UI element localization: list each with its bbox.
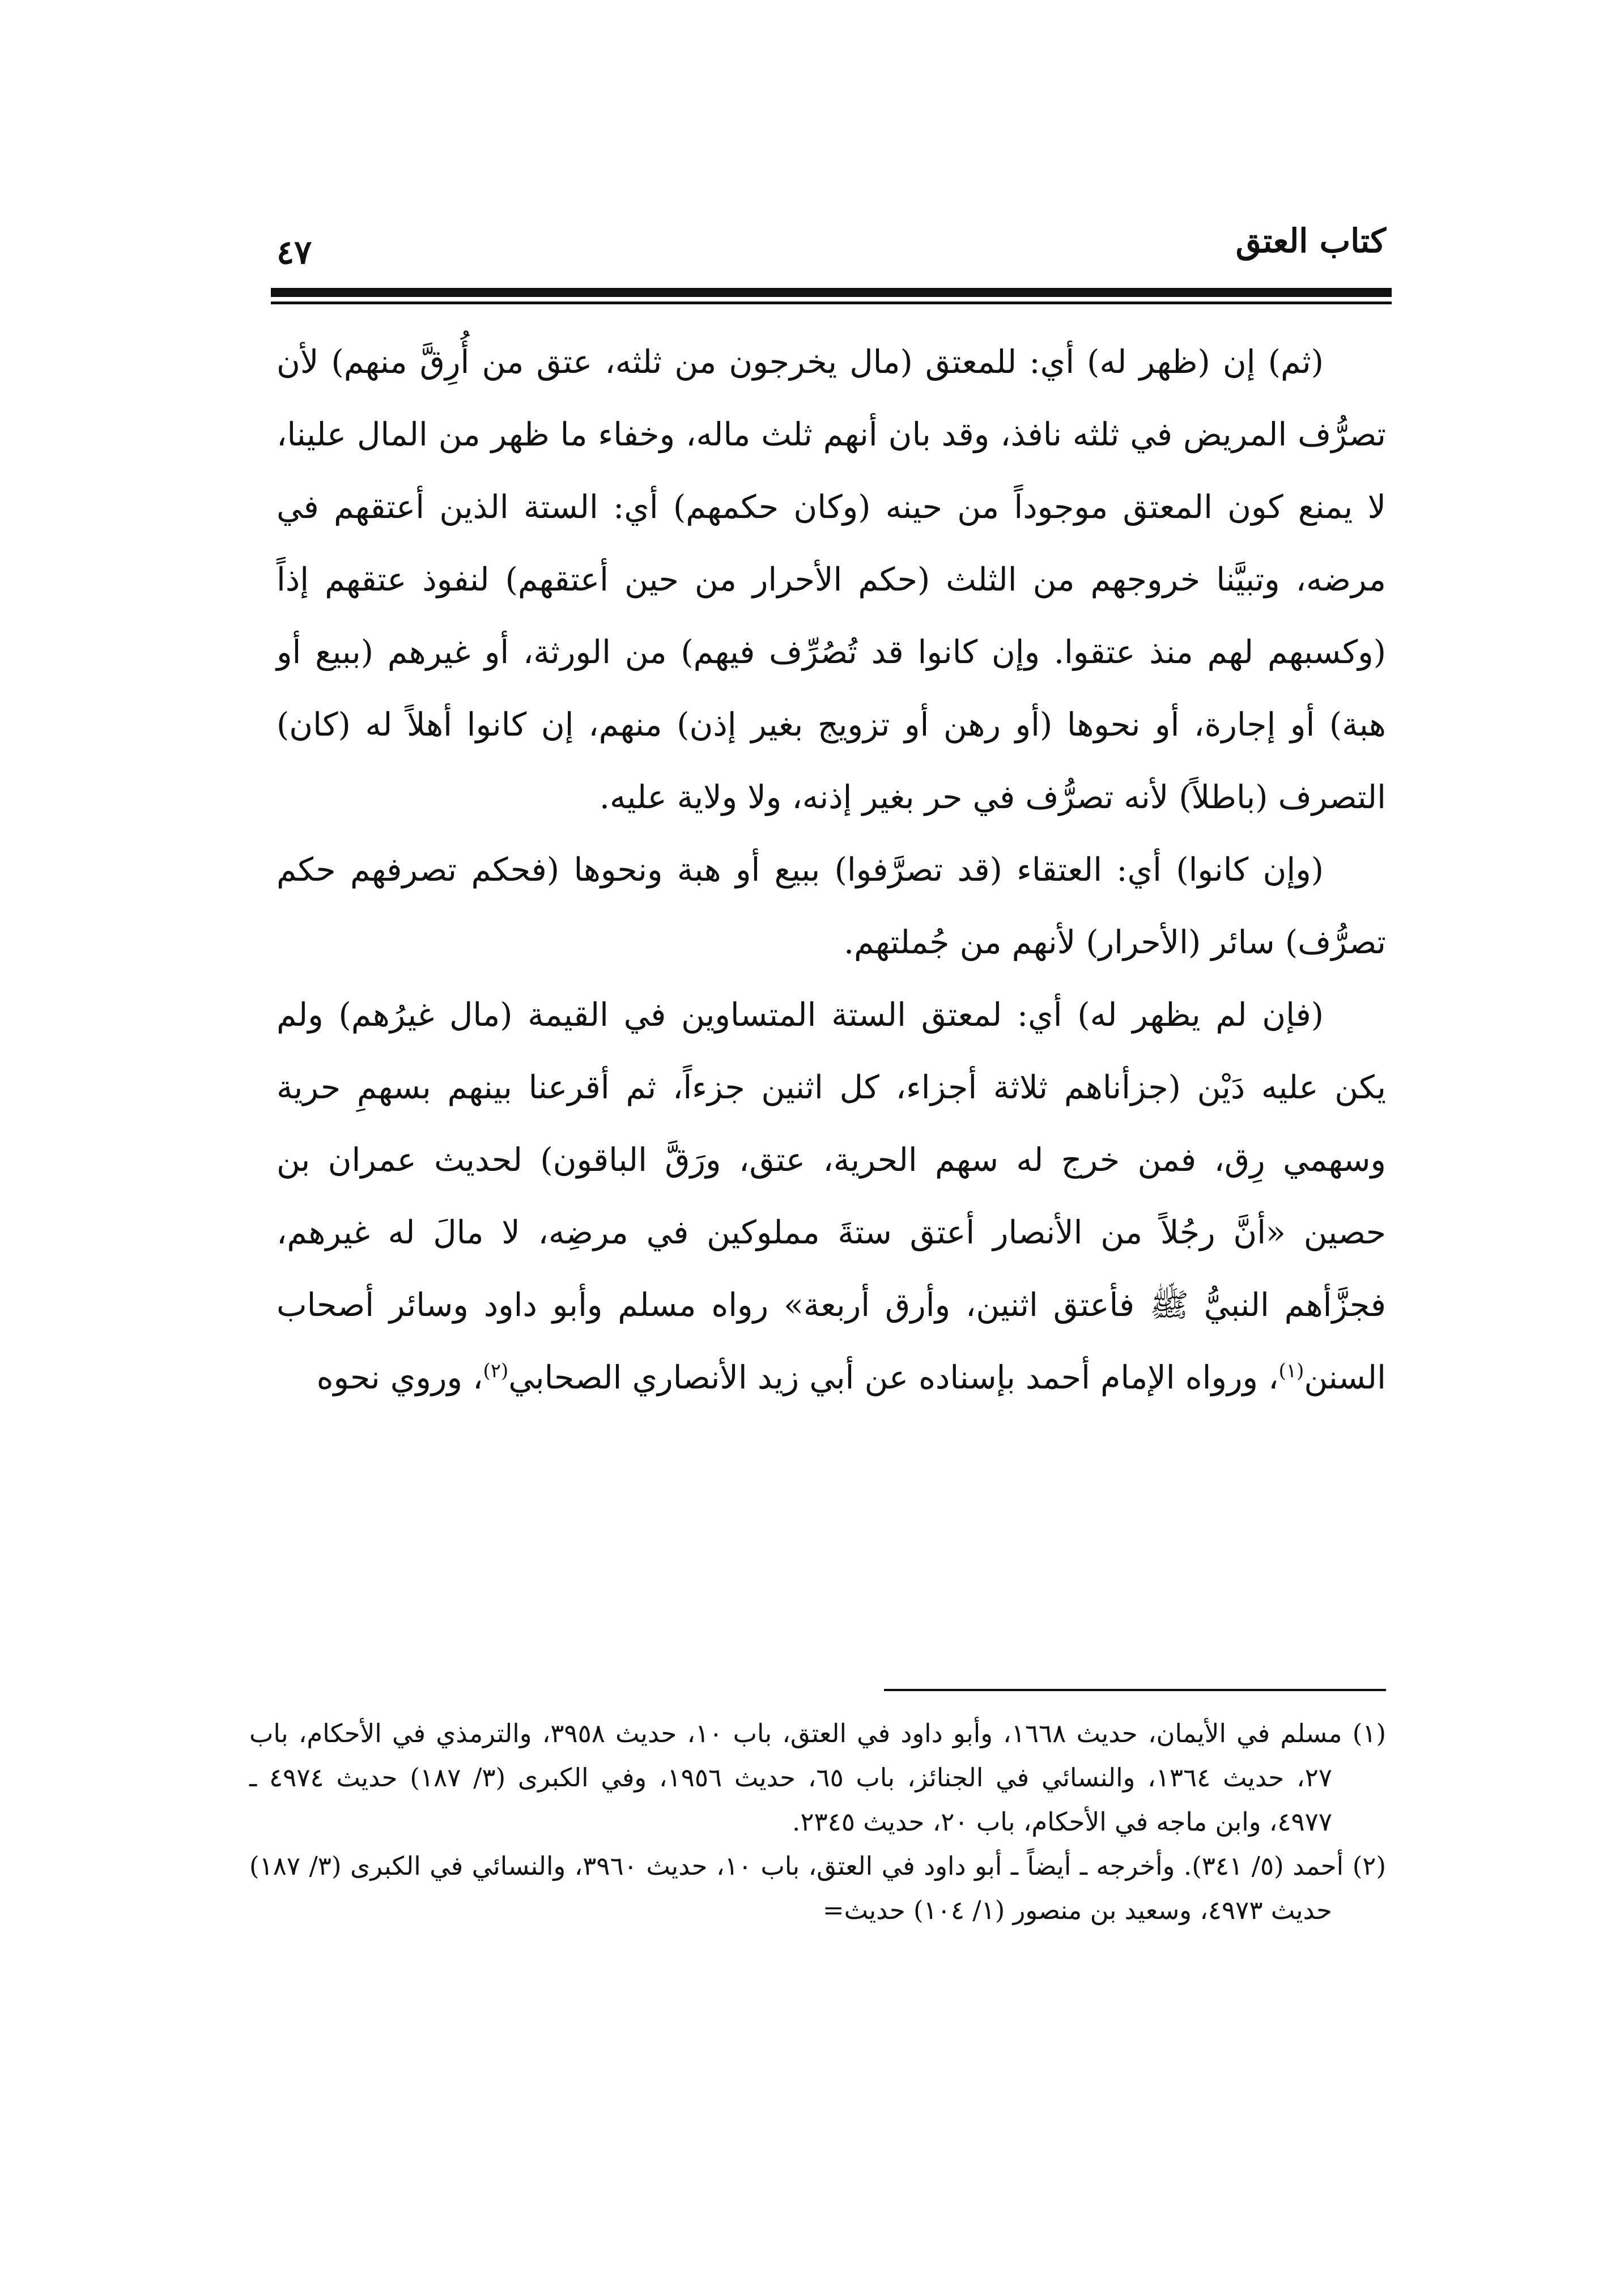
footnote-2: (٢) أحمد (٥/ ٣٤١). وأخرجه ـ أيضاً ـ أبو داود في العتق، باب ١٠، حديث ٣٩٦٠، والنسائي في الكبرى (٣/ ١٨٧) حديث ٤٩٧٣، وسعيد بن منصور (١/ ١٠٤) حديث= — [249, 1851, 1386, 1925]
header-rule-thick — [271, 288, 1392, 297]
footnote-1: (١) مسلم في الأيمان، حديث ١٦٦٨، وأبو داود في العتق، باب ١٠، حديث ٣٩٥٨، والترمذي في الأحكام، باب ٢٧، حديث ١٣٦٤، والنسائي في الجنائز، باب ٦٥، حديث ١٩٥٦، وفي الكبرى (٣/ ١٨٧) حديث ٤٩٧٤ ـ ٤٩٧٧، وابن ماجه في الأحكام، باب ٢٠، حديث ٢٣٤٥. — [249, 1718, 1386, 1837]
chapter-title: كتاب العتق — [1235, 222, 1386, 260]
paragraph-1: (ثم) إن (ظهر له) أي: للمعتق (مال يخرجون من ثلثه، عتق من أُرِقَّ منهم) لأن تصرُّف المريض في ثلثه نافذ، وقد بان أنهم ثلث ماله، وخفاء ما ظهر من المال علينا، لا يمنع كون المعتق موجوداً من حينه (وكان حكمهم) أي: الستة الذين أعتقهم في مرضه، وتبيَّنا خروجهم من الثلث (حكم الأحرار من حين أعتقهم) لنفوذ عتقهم إذاً (وكسبهم لهم منذ عتقوا. وإن كانوا قد تُصُرِّف فيهم) من الورثة، أو غيرهم (ببيع أو هبة) أو إجارة، أو نحوها (أو رهن أو تزويج بغير إذن) منهم، إن كانوا أهلاً له (كان) التصرف (باطلاً) لأنه تصرُّف في حر بغير إذنه، ولا ولاية عليه. — [277, 343, 1386, 816]
footnotes — [249, 1712, 1386, 1933]
paragraph-3-text: (فإن لم يظهر له) أي: لمعتق الستة المتساوين في القيمة (مال غيرُهم) ولم يكن عليه دَيْن (جزأناهم ثلاثة أجزاء، كل اثنين جزءاً، ثم أقرعنا بينهم بسهمِ حرية وسهمي رِق، فمن خرج له سهم الحرية، عتق، ورَقَّ الباقون) لحديث عمران بن حصين «أنَّ رجُلاً من الأنصار أعتق ستةَ مملوكين في مرضِه، لا مالَ له غيرهم، فجزَّأهم النبيُّ ﷺ فأعتق اثنين، وأرق أربعة» رواه مسلم وأبو داود وسائر أصحاب السنن — [277, 996, 1386, 1396]
footnote-ref-1[interactable]: (١) — [1278, 1360, 1304, 1382]
paragraph-3-text-continued: ، ورواه الإمام أحمد بإسناده عن أبي زيد الأنصاري الصحابي — [508, 1359, 1279, 1396]
paragraph-3 — [277, 979, 1386, 1414]
paragraph-3-text-end: ، وروي نحوه — [316, 1359, 483, 1396]
page-header — [277, 215, 1386, 283]
footnote-divider — [884, 1689, 1386, 1691]
footnote-ref-2[interactable]: (٢) — [483, 1360, 509, 1382]
header-rule-thin — [271, 302, 1392, 304]
main-text — [277, 326, 1386, 1414]
paragraph-2: (وإن كانوا) أي: العتقاء (قد تصرَّفوا) ببيع أو هبة ونحوها (فحكم تصرفهم حكم تصرُّف) سائر (الأحرار) لأنهم من جُملتهم. — [277, 851, 1386, 961]
page-number: ٤٧ — [277, 233, 312, 271]
